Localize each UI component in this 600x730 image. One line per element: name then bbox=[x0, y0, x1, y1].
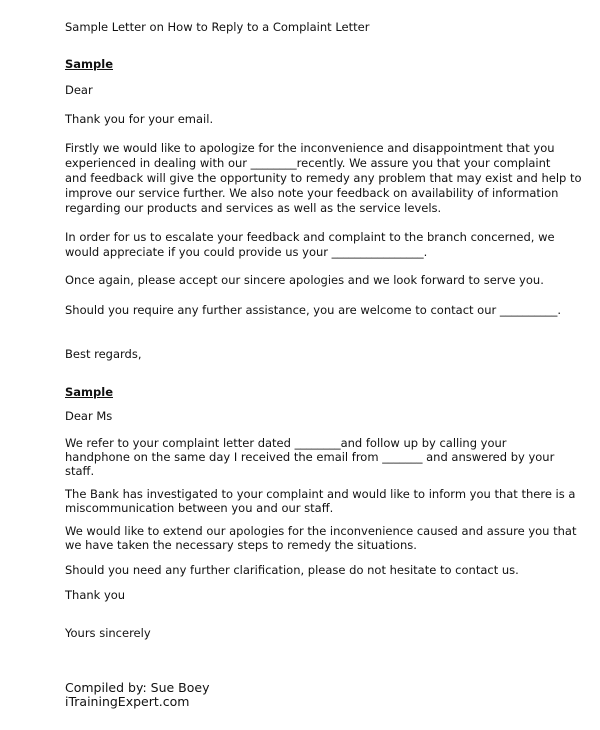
footer-site: iTrainingExpert.com bbox=[65, 694, 190, 709]
letter2-paragraph-3-line: We would like to extend our apologies for the inconvenience caused and assure you that bbox=[65, 524, 577, 538]
letter2-salutation: Dear Ms bbox=[65, 409, 113, 423]
letter1-paragraph-2-line: and feedback will give the opportunity to remedy any problem that may exist and help to bbox=[65, 171, 582, 185]
letter2-closing-thanks: Thank you bbox=[65, 588, 126, 602]
letter2-heading: Sample bbox=[65, 385, 113, 399]
letter1-paragraph-1: Thank you for your email. bbox=[65, 112, 214, 126]
letter1-paragraph-5: Should you require any further assistance, you are welcome to contact our __________. bbox=[65, 303, 562, 317]
letter1-closing: Best regards, bbox=[65, 347, 142, 361]
letter1-paragraph-4: Once again, please accept our sincere apologies and we look forward to serve you. bbox=[65, 273, 544, 287]
letter2-paragraph-3-line: we have taken the necessary steps to remedy the situations. bbox=[65, 538, 417, 552]
letter2-paragraph-2-line: The Bank has investigated to your complaint and would like to inform you that there is a bbox=[65, 487, 576, 501]
letter1-salutation: Dear bbox=[65, 83, 93, 97]
footer-compiled-by: Compiled by: Sue Boey bbox=[65, 680, 210, 695]
letter1-paragraph-2-line: regarding our products and services as well as the service levels. bbox=[65, 201, 442, 215]
letter2-paragraph-1-line: handphone on the same day I received the email from _______ and answered by your bbox=[65, 450, 555, 464]
letter1-paragraph-2-line: experienced in dealing with our ________recently. We assure you that your complaint bbox=[65, 156, 551, 170]
letter1-paragraph-2-line: Firstly we would like to apologize for the inconvenience and disappointment that you bbox=[65, 141, 555, 155]
letter2-paragraph-4: Should you need any further clarification, please do not hesitate to contact us. bbox=[65, 563, 519, 577]
letter1-paragraph-2-line: improve our service further. We also note your feedback on availability of information bbox=[65, 186, 559, 200]
letter2-paragraph-1-line: staff. bbox=[65, 464, 95, 478]
letter2-paragraph-1-line: We refer to your complaint letter dated ________and follow up by calling your bbox=[65, 436, 507, 450]
letter1-heading: Sample bbox=[65, 57, 113, 71]
letter1-paragraph-3-line: would appreciate if you could provide us your ________________. bbox=[65, 245, 428, 259]
letter1-paragraph-3-line: In order for us to escalate your feedback and complaint to the branch concerned, we bbox=[65, 230, 555, 244]
letter2-paragraph-2-line: miscommunication between you and our staff. bbox=[65, 501, 334, 515]
letter2-closing-sincerely: Yours sincerely bbox=[65, 626, 151, 640]
document-title: Sample Letter on How to Reply to a Complaint Letter bbox=[65, 20, 370, 34]
